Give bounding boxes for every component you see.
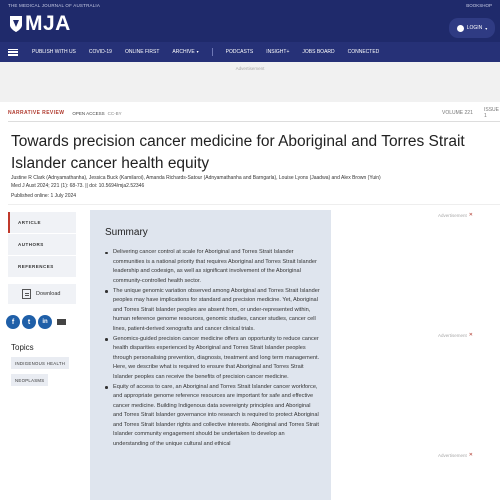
chevron-down-icon: ▾ [485,25,488,31]
main-nav [0,42,500,62]
login-button[interactable] [449,18,495,38]
menu-icon[interactable] [8,49,18,56]
chevron-down-icon: ▾ [196,49,199,54]
nav-podcasts[interactable]: PODCASTS [225,49,254,55]
facebook-icon[interactable]: f [6,315,20,329]
twitter-icon[interactable]: t [22,315,36,329]
article-sidenav [8,212,76,278]
sidenav-authors[interactable]: AUTHORS [8,234,76,255]
summary-box [90,210,331,500]
nav-publish-with-us[interactable]: PUBLISH WITH US [32,49,76,55]
linkedin-icon[interactable]: in [38,315,52,329]
side-ad[interactable] [438,212,473,218]
bookshop-link[interactable]: BOOKSHOP [466,3,492,8]
divider [8,204,500,205]
nav-online-first[interactable]: ONLINE FIRST [124,49,160,55]
summary-list [105,248,320,450]
summary-bullet: Equity of access to care, an Aboriginal and Torres Strait Islander cancer workforce, and appropriate genome reference resources are important for safe and effective cancer medicine. Building Indigenous data sovereignty principles and Aboriginal and Torres Strait Islander governance into research is required to protect Aboriginal and Torres Strait Islander rights and collective interests. Aboriginal and Torres Strait Islander community engagement should be undertaken to develop an understanding of the unique cultural and ethical [105,383,320,450]
download-button[interactable] [8,284,76,304]
ad-label: Advertisement [235,66,265,71]
summary-bullet: The unique genomic variation observed among Aboriginal and Torres Strait Islander peoples may have implications for standard and precision medicine. Yet, Aboriginal and Torres Strait Islander peoples are absent from, or under-represented within, human reference genome resources, genomic studies, cancer studies, cancer cell lines, patient-derived xenografts and cancer clinical trials. [105,287,320,335]
nav-covid-19[interactable]: COVID-19 [88,49,112,55]
download-label: Download [36,291,61,297]
close-icon[interactable]: ✕ [468,332,473,338]
ad-label: Advertisement [438,212,467,218]
ad-label: Advertisement [438,452,467,458]
mja-logo[interactable] [8,13,71,35]
user-icon [457,25,464,32]
login-label: LOGIN [466,25,483,31]
topic-tag-neoplasms[interactable]: NEOPLASMS [11,374,48,386]
summary-bullet: Genomics-guided precision cancer medicine offers an opportunity to reduce cancer health disparities experienced by Aboriginal and Torres Strait Islander peoples through personalising prevention, diagnosis, treatment and long term management. Here, we describe what is required to ensure that Aboriginal and Torres Strait Islander peoples can receive the benefits of precision cancer medicine. [105,335,320,383]
summary-bullet: Delivering cancer control at scale for Aboriginal and Torres Strait Islander communities is a national priority that requires Aboriginal and Torres Strait Islander leadership and codesign, as well as significant involvement of the Aboriginal community-controlled health sector. [105,248,320,286]
nav-archive-label: ARCHIVE [172,49,195,55]
email-icon[interactable] [54,315,68,329]
published-date: Published online: 1 July 2024 [11,193,77,199]
mja-emblem-icon [8,15,24,33]
article-citation: Med J Aust 2024; 221 (1): 68-73. || doi: 10.5694/mja2.52346 [11,183,145,189]
summary-heading: Summary [105,227,148,238]
side-ad[interactable] [438,452,473,458]
top-ad-banner[interactable] [0,62,500,102]
nav-insight-plus[interactable]: INSIGHT+ [266,49,290,55]
article-authors[interactable]: Justine R Clark (Adnyamathanha), Jessica Buck (Kamilaroi), Amanda Richards-Satour (Adnyamathanha and Barngarla), Louise Lyons (Jaadwa) and Alex Brown (Yuin) [11,175,381,181]
open-access-label: OPEN ACCESS [72,110,105,116]
issue-label[interactable]: ISSUE 1 [484,107,500,119]
journal-label[interactable]: THE MEDICAL JOURNAL OF AUSTRALIA [8,3,101,8]
site-header [0,0,500,42]
side-ad[interactable] [438,332,473,338]
sidenav-article[interactable]: ARTICLE [8,212,76,233]
nav-divider [212,48,213,56]
nav-archive[interactable] [172,49,198,55]
volume-label[interactable]: VOLUME 221 [442,110,473,116]
nav-connected[interactable]: CONNECTED [347,49,380,55]
article-meta [8,109,500,117]
topic-tag-indigenous-health[interactable]: INDIGENOUS HEALTH [11,357,69,369]
topics-heading: Topics [11,343,34,352]
sidenav-references[interactable]: REFERENCES [8,256,76,277]
article-section[interactable]: NARRATIVE REVIEW [8,110,65,116]
ad-label: Advertisement [438,332,467,338]
close-icon[interactable]: ✕ [468,212,473,218]
license-label[interactable]: CC-BY [107,110,122,116]
pdf-icon [22,289,31,299]
nav-jobs-board[interactable]: JOBS BOARD [302,49,335,55]
logo-text: MJA [25,12,71,35]
share-buttons [6,315,68,329]
close-icon[interactable]: ✕ [468,452,473,458]
article-title: Towards precision cancer medicine for Aboriginal and Torres Strait Islander cancer health equity [11,133,465,172]
divider [8,121,500,122]
